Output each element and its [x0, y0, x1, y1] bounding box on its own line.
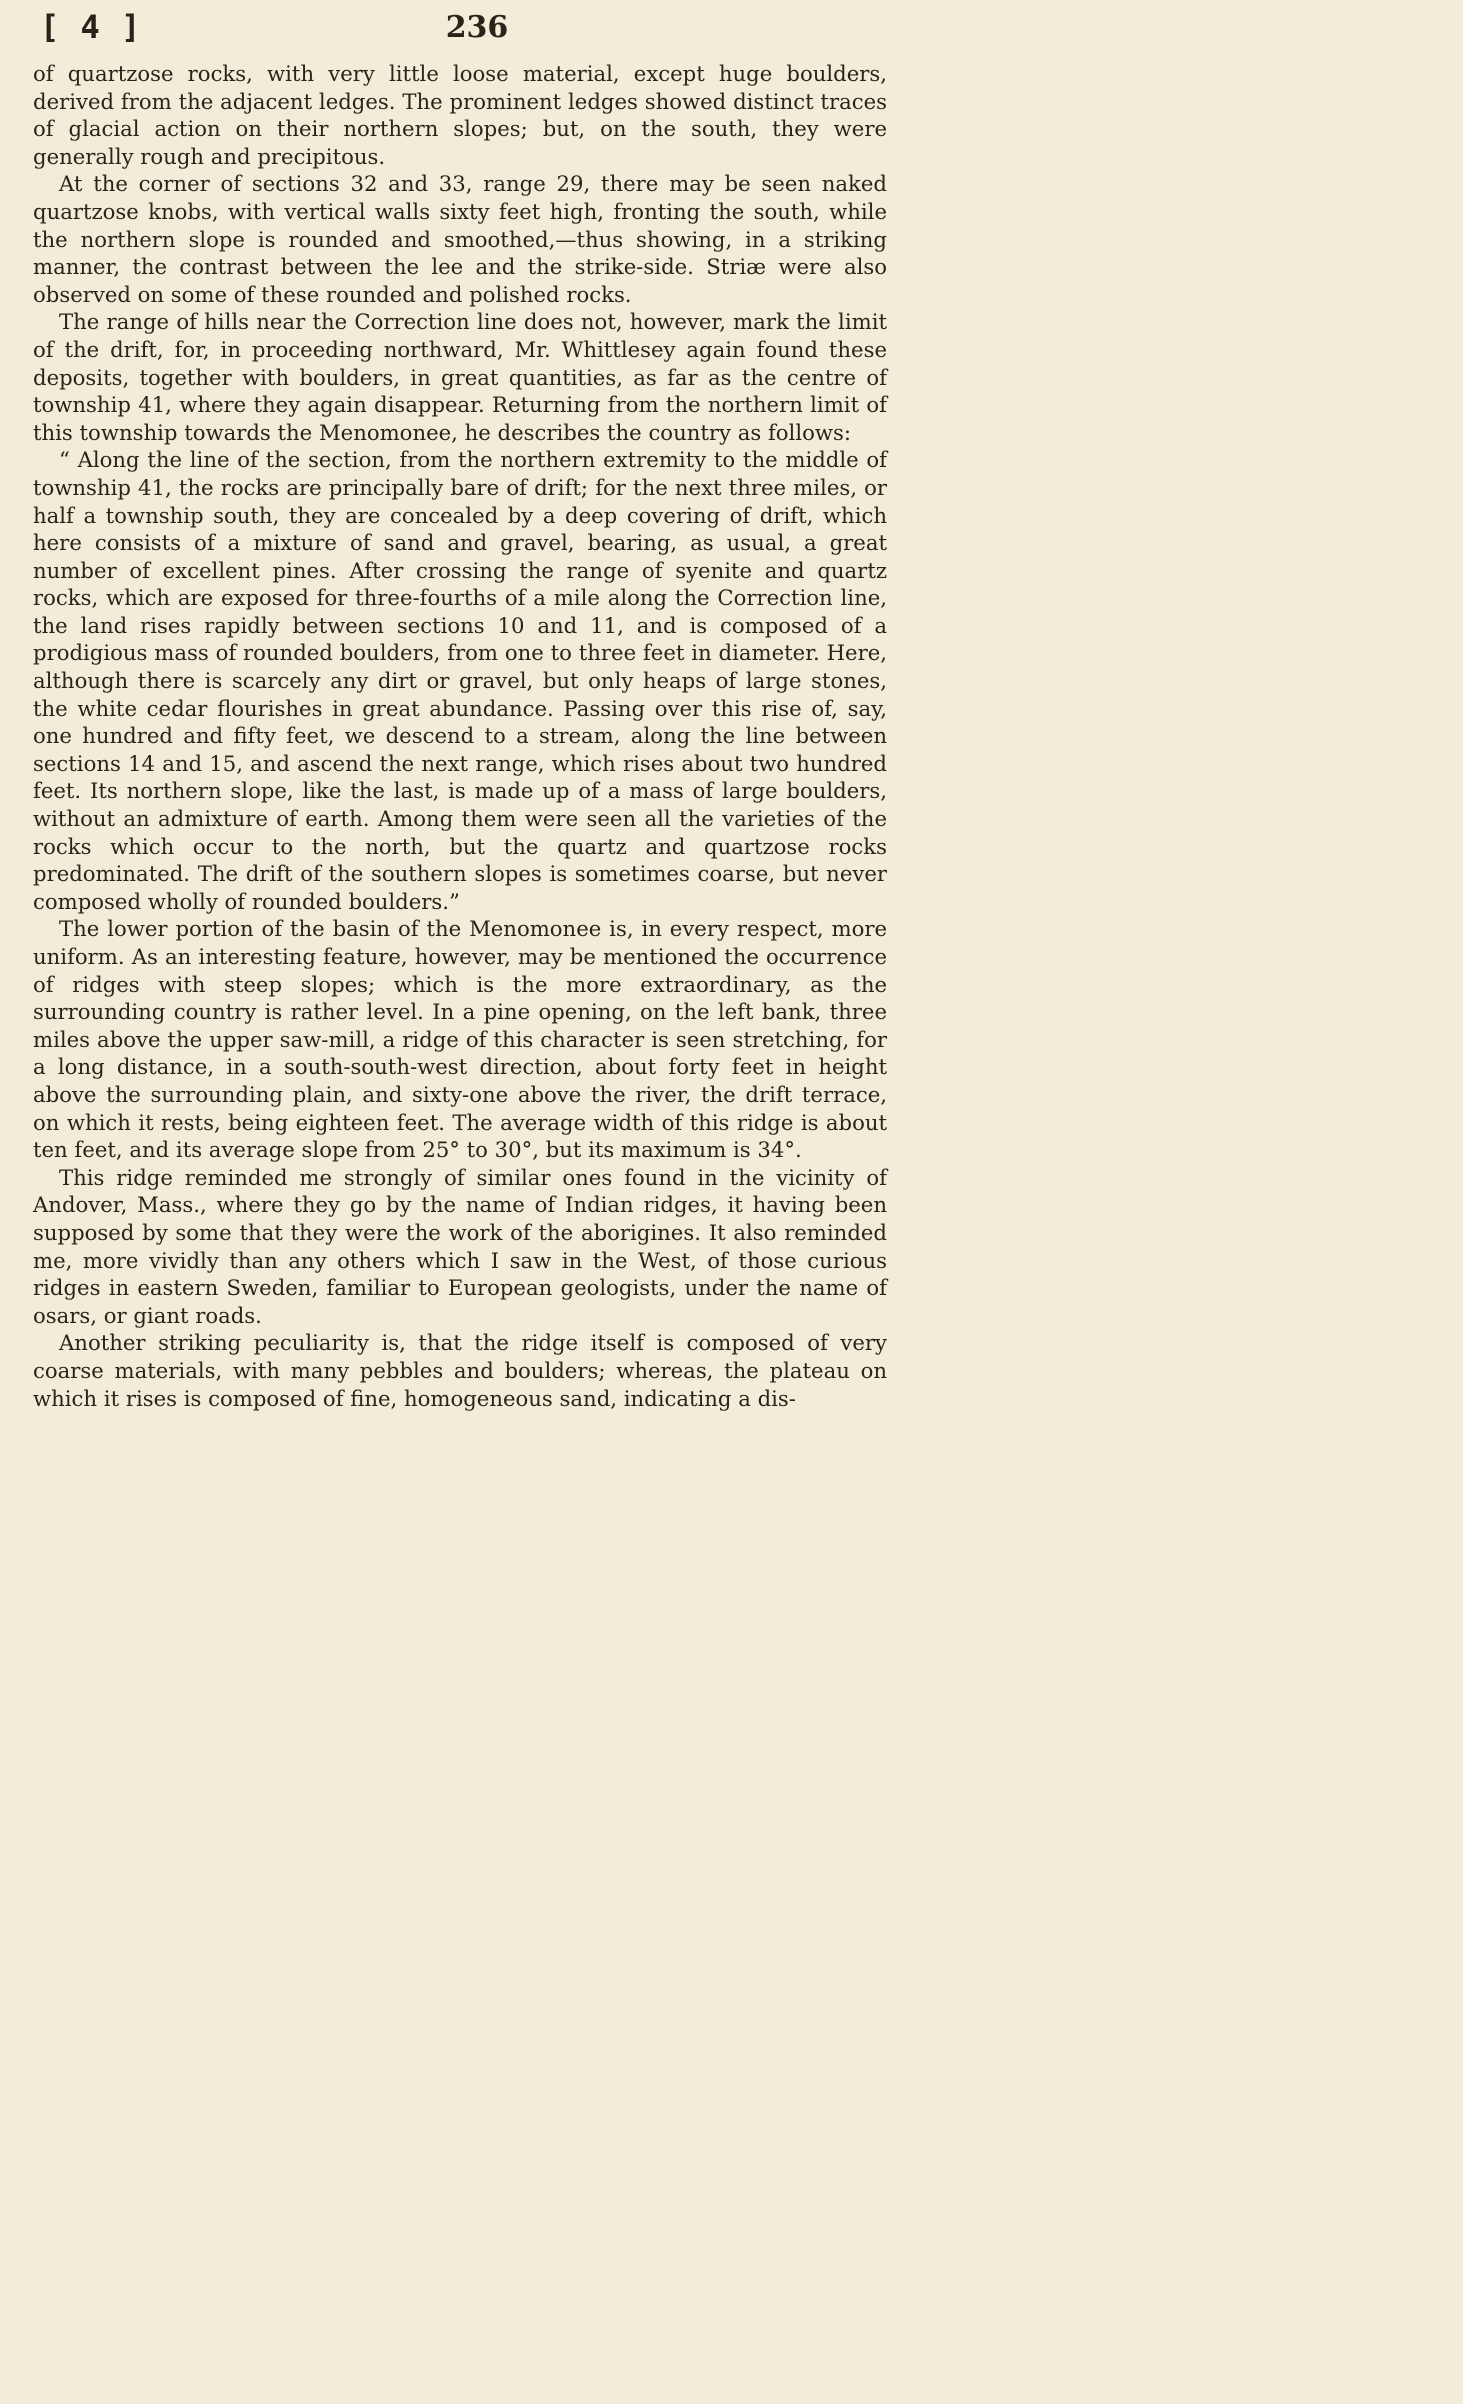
- book-page: [0, 0, 954, 1568]
- page-header: [40, 8, 914, 48]
- paragraph: The lower portion of the basin of the Menomonee is, in every respect, more uniform. As an interesting feature, however, may be mentioned the occurrence of ridges with steep slopes; which is the more extraordinary, as the surrounding country is rather level. In a pine opening, on the left bank, three miles above the upper saw-mill, a ridge of this character is seen stretching, for a long distance, in a south-south-west direction, about forty feet in height above the surrounding plain, and sixty-one above the river, the drift terrace, on which it rests, being eighteen feet. The average width of this ridge is about ten feet, and its average slope from 25° to 30°, but its maximum is 34°.: [33, 916, 887, 1163]
- paragraph: This ridge reminded me strongly of similar ones found in the vicinity of Andover, Mass., where they go by the name of Indian ridges, it having been supposed by some that they were the work of the aborigines. It also reminded me, more vividly than any others which I saw in the West, of those curious ridges in eastern Sweden, familiar to European geologists, under the name of osars, or giant roads.: [33, 1164, 887, 1328]
- body-text: [33, 60, 887, 1412]
- paragraph: The range of hills near the Correction line does not, however, mark the limit of the drift, for, in proceeding northward, Mr. Whittlesey again found these deposits, together with boulders, in great quantities, as far as the centre of township 41, where they again disappear. Returning from the northern limit of this township towards the Menomonee, he describes the country as follows:: [33, 309, 887, 445]
- paragraph-continuation: of quartzose rocks, with very little loose material, except huge boulders, derived from the adjacent ledges. The prominent ledges showed distinct traces of glacial action on their northern slopes; but, on the south, they were generally rough and precipitous.: [33, 61, 887, 169]
- paragraph: Another striking peculiarity is, that the ridge itself is composed of very coarse materials, with many pebbles and boulders; whereas, the plateau on which it rises is composed of fine, homogeneous sand, indicating a dis-: [33, 1330, 887, 1411]
- quoted-paragraph: “ Along the line of the section, from the northern extremity to the middle of township 41, the rocks are principally bare of drift; for the next three miles, or half a township south, they are concealed by a deep covering of drift, which here consists of a mixture of sand and gravel, bearing, as usual, a great number of excellent pines. After crossing the range of syenite and quartz rocks, which are exposed for three-fourths of a mile along the Correction line, the land rises rapidly between sections 10 and 11, and is composed of a prodigious mass of rounded boulders, from one to three feet in diameter. Here, although there is scarcely any dirt or gravel, but only heaps of large stones, the white cedar flourishes in great abundance. Passing over this rise of, say, one hundred and fifty feet, we descend to a stream, along the line between sections 14 and 15, and ascend the next range, which rises about two hundred feet. Its northern slope, like the last, is made up of a mass of large boulders, without an admixture of earth. Among them were seen all the varieties of the rocks which occur to the north, but the quartz and quartzose rocks predominated. The drift of the southern slopes is sometimes coarse, but never composed wholly of rounded boulders.”: [33, 447, 887, 914]
- page-number: 236: [445, 10, 509, 45]
- paragraph: At the corner of sections 32 and 33, range 29, there may be seen naked quartzose knobs, with vertical walls sixty feet high, fronting the south, while the northern slope is rounded and smoothed,—thus showing, in a striking manner, the contrast between the lee and the strike-side. Striæ were also observed on some of these rounded and polished rocks.: [33, 171, 887, 307]
- signature-mark: [ 4 ]: [40, 8, 142, 46]
